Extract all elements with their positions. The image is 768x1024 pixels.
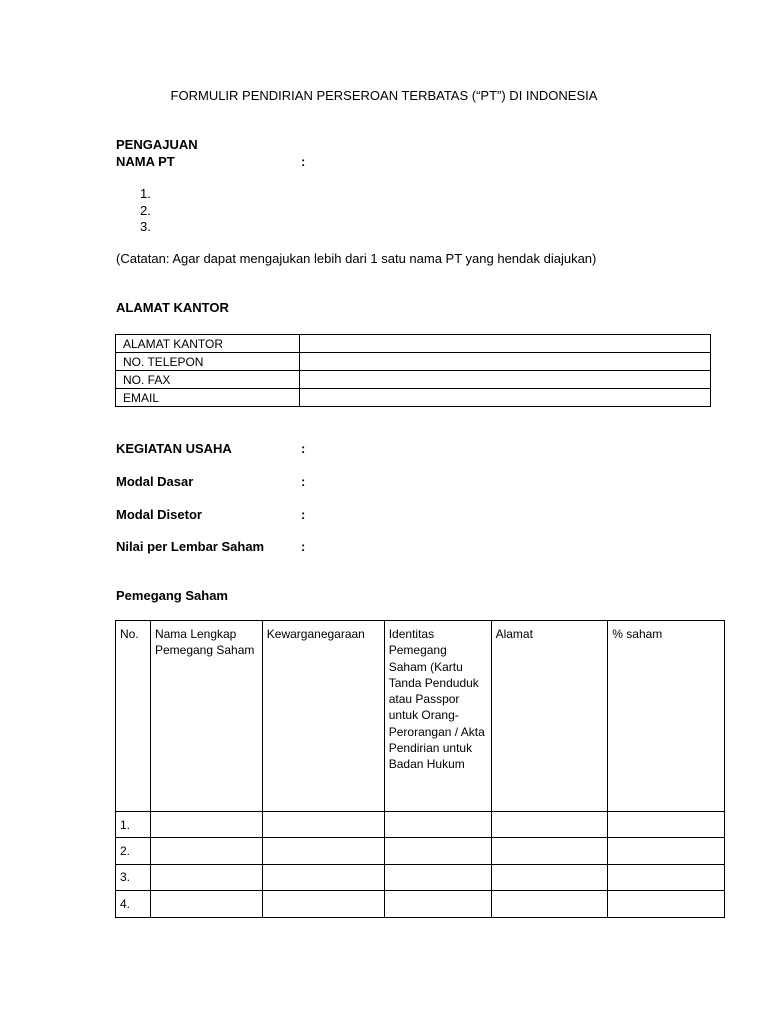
table-row [116,353,711,371]
table-row [116,838,725,864]
cell-identitas[interactable] [384,838,491,864]
email-label: EMAIL [116,389,300,407]
no-telepon-label: NO. TELEPON [116,353,300,371]
alamat-kantor-label: ALAMAT KANTOR [116,335,300,353]
modal-dasar-colon: : [301,474,306,489]
modal-disetor-label: Modal Disetor [116,507,202,522]
column-header-persen-saham: % saham [608,621,725,812]
pengajuan-heading: PENGAJUAN [116,137,198,152]
nilai-per-lembar-saham-label: Nilai per Lembar Saham [116,539,265,554]
cell-kewarganegaraan[interactable] [262,864,384,890]
column-header-alamat: Alamat [491,621,608,812]
kegiatan-usaha-label: KEGIATAN USAHA [116,441,232,456]
cell-alamat[interactable] [491,838,608,864]
cell-nama[interactable] [150,891,262,917]
form-title: FORMULIR PENDIRIAN PERSEROAN TERBATAS (“PT”) DI INDONESIA [170,88,598,103]
nama-pt-item-2: 2. [140,203,151,218]
table-row [116,389,711,407]
table-row [116,891,725,917]
cell-persen-saham[interactable] [608,864,725,890]
cell-kewarganegaraan[interactable] [262,891,384,917]
cell-identitas[interactable] [384,891,491,917]
modal-dasar-label: Modal Dasar [116,474,194,489]
cell-nama[interactable] [150,864,262,890]
nama-pt-item-1: 1. [140,186,151,201]
cell-alamat[interactable] [491,864,608,890]
cell-identitas[interactable] [384,864,491,890]
no-telepon-value[interactable] [300,353,711,371]
nilai-per-lembar-saham-colon: : [301,539,306,554]
table-row [116,864,725,890]
row-number: 3. [116,864,151,890]
column-header-nama-lengkap: Nama Lengkap Pemegang Saham [150,621,262,812]
cell-kewarganegaraan[interactable] [262,812,384,838]
nama-pt-colon: : [301,154,306,169]
pengajuan-note: (Catatan: Agar dapat mengajukan lebih dari 1 satu nama PT yang hendak diajukan) [116,251,597,266]
modal-disetor-colon: : [301,507,306,522]
column-header-no: No. [116,621,151,812]
cell-alamat[interactable] [491,891,608,917]
row-number: 1. [116,812,151,838]
table-row [116,335,711,353]
nama-pt-item-3: 3. [140,219,151,234]
cell-nama[interactable] [150,812,262,838]
cell-alamat[interactable] [491,812,608,838]
table-row [116,812,725,838]
pemegang-saham-heading: Pemegang Saham [116,588,228,603]
pemegang-saham-table [115,620,725,918]
alamat-kantor-value[interactable] [300,335,711,353]
cell-identitas[interactable] [384,812,491,838]
cell-nama[interactable] [150,838,262,864]
table-header-row [116,621,725,812]
no-fax-value[interactable] [300,371,711,389]
cell-persen-saham[interactable] [608,812,725,838]
column-header-identitas: Identitas Pemegang Saham (Kartu Tanda Penduduk atau Passpor untuk Orang-Perorangan / Akta Pendirian untuk Badan Hukum [384,621,491,812]
row-number: 4. [116,891,151,917]
alamat-kantor-table [115,334,711,407]
cell-persen-saham[interactable] [608,838,725,864]
cell-persen-saham[interactable] [608,891,725,917]
table-row [116,371,711,389]
email-value[interactable] [300,389,711,407]
nama-pt-label: NAMA PT [116,154,175,169]
alamat-kantor-heading: ALAMAT KANTOR [116,300,229,315]
column-header-kewarganegaraan: Kewarganegaraan [262,621,384,812]
row-number: 2. [116,838,151,864]
cell-kewarganegaraan[interactable] [262,838,384,864]
no-fax-label: NO. FAX [116,371,300,389]
kegiatan-usaha-colon: : [301,441,306,456]
